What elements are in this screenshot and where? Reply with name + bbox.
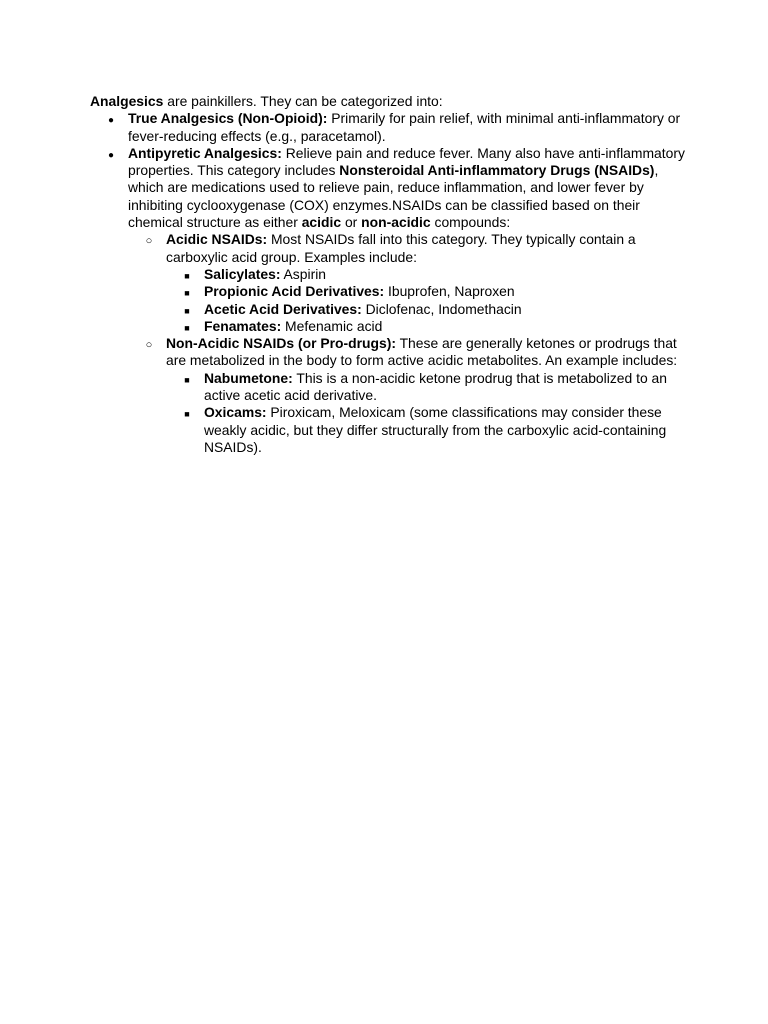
example-text: Mefenamic acid [281,317,383,334]
bullet-square-icon [180,370,194,389]
item-text: These are generally ketones or prodrugs that are metabolized in the body to form active acidic metabolites. An example includes: [166,335,678,369]
non-acidic-examples-list [166,370,690,456]
item-text: or [341,214,362,231]
item-title: Non-Acidic NSAIDs (or Pro-drugs): [166,335,396,352]
nsaid-classes-list [128,231,690,456]
list-item-non-acidic-nsaids [128,335,690,456]
example-title: Nabumetone: [204,369,293,386]
nsaids-term: Nonsteroidal Anti-inflammatory Drugs (NSAIDs) [339,162,655,179]
item-text: , which are medications used to relieve pain, reduce inflammation, and lower fever by inhibiting cyclooxygenase (COX) enzymes.NSAIDs can be classified based on their chemical structure as either [128,162,659,231]
bullet-square-icon [180,404,194,423]
list-item [166,266,690,283]
example-title: Acetic Acid Derivatives: [204,300,362,317]
acidic-term: acidic [301,214,342,231]
list-item [166,370,690,405]
example-text: This is a non-acidic ketone prodrug that is metabolized to an active acetic acid derivative. [204,369,667,404]
item-text: Relieve pain and reduce fever. Many also have anti-inflammatory properties. This category includes [128,144,685,179]
item-text: compounds: [430,214,511,231]
bullet-disc-icon [104,145,118,164]
bullet-disc-icon [104,110,118,129]
list-item-acidic-nsaids [128,231,690,335]
item-text: Most NSAIDs fall into this category. They typically contain a carboxylic acid group. Examples include: [166,231,636,265]
list-item [166,404,690,456]
example-text: Aspirin [280,265,327,282]
example-title: Oxicams: [204,404,267,421]
acidic-examples-list [166,266,690,335]
item-title: Antipyretic Analgesics: [128,144,282,161]
intro-term: Analgesics [90,93,164,109]
list-item-true-analgesics [90,110,690,145]
list-item [166,318,690,335]
list-item-antipyretic-analgesics [90,145,690,456]
document-body [90,93,690,456]
example-title: Propionic Acid Derivatives: [204,283,385,300]
list-item [166,301,690,318]
non-acidic-term: non-acidic [361,214,431,231]
example-text: Ibuprofen, Naproxen [384,283,515,300]
analgesic-categories-list [90,110,690,456]
intro-paragraph [90,93,690,110]
intro-text: are painkillers. They can be categorized into: [163,93,443,109]
bullet-circle-icon [142,231,156,250]
item-title: True Analgesics (Non-Opioid): [128,110,328,127]
example-title: Fenamates: [204,317,282,334]
example-text: Piroxicam, Meloxicam (some classifications may consider these weakly acidic, but they differ structurally from the carboxylic acid-containing NSAIDs). [204,404,667,455]
bullet-circle-icon [142,335,156,354]
example-text: Diclofenac, Indomethacin [361,300,522,317]
list-item [166,283,690,300]
item-title: Acidic NSAIDs: [166,231,268,248]
item-text: Primarily for pain relief, with minimal anti-inflammatory or fever-reducing effects (e.g., paracetamol). [128,110,681,144]
example-title: Salicylates: [204,265,281,282]
